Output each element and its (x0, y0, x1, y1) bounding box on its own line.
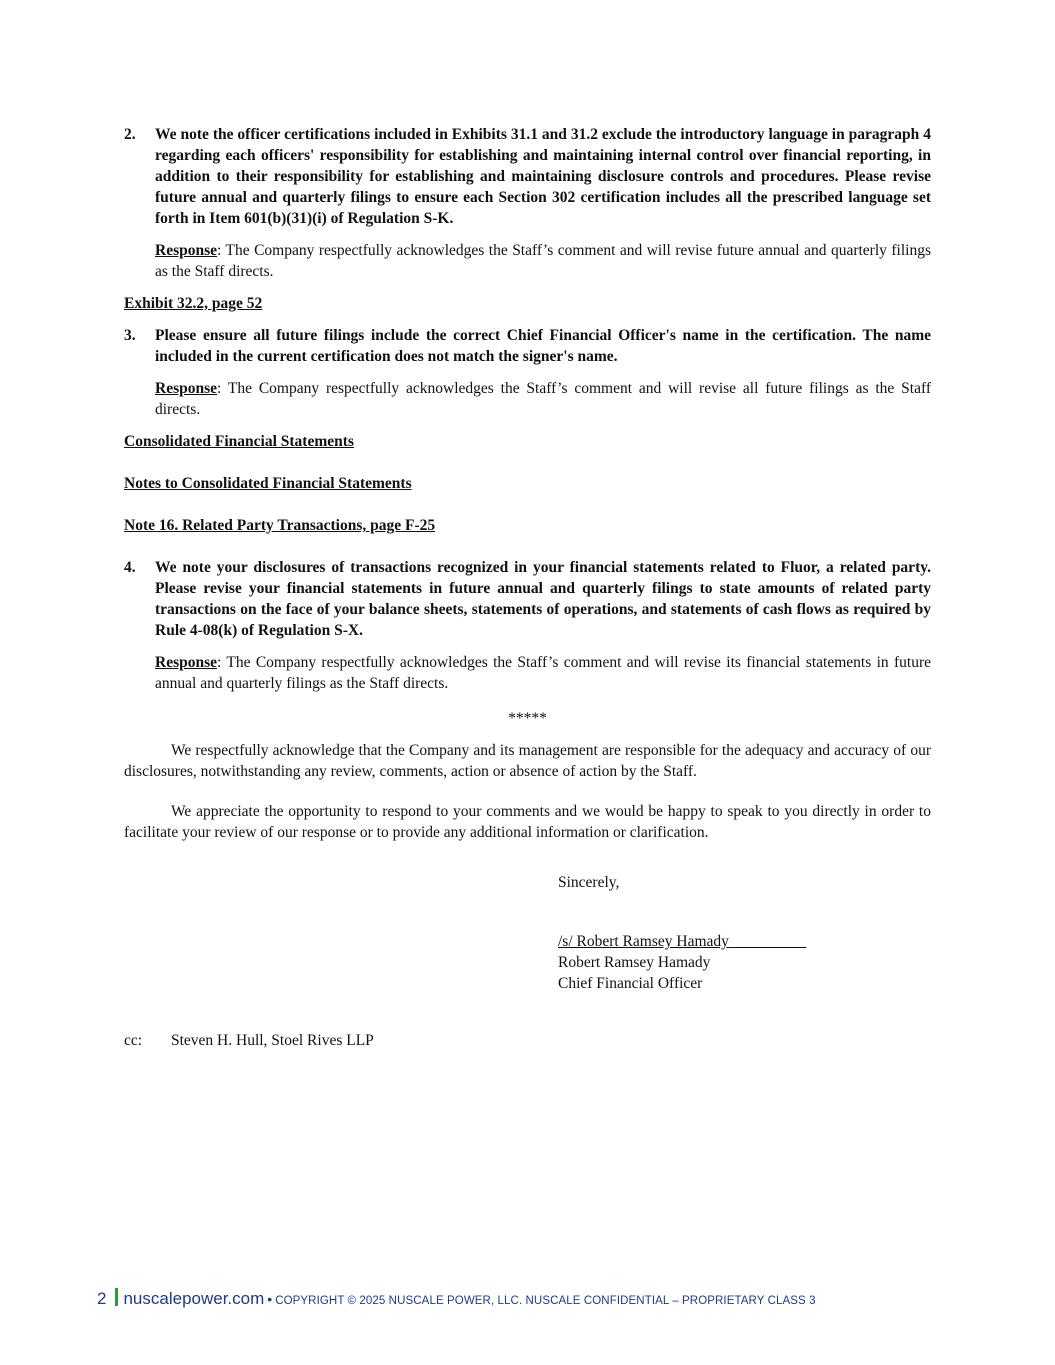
response-label: Response (155, 380, 218, 397)
comment-response (155, 240, 931, 282)
comment-response (155, 378, 931, 420)
closing-paragraph: We respectfully acknowledge that the Company and its management are responsible for the adequacy and accuracy of our disclosures, notwithstanding any review, comments, action or absence of action by the Staff. (124, 742, 931, 780)
comment-item-4 (124, 557, 931, 694)
section-heading: Note 16. Related Party Transactions, page F-25 (124, 517, 436, 534)
website-link[interactable]: nuscalepower.com (123, 1289, 265, 1308)
page-number: 2 (97, 1289, 107, 1308)
comment-number: 2. (124, 126, 136, 143)
comment-question: We note the officer certifications included in Exhibits 31.1 and 31.2 exclude the introductory language in paragraph 4 regarding each officers' responsibility for establishing and maintaining internal control over financial reporting, in addition to their responsibility for establishing and maintaining disclosure controls and procedures. Please revise future annual and quarterly filings to ensure each Section 302 certification includes all the prescribed language set forth in Item 601(b)(31)(i) of Regulation S-K. (155, 126, 931, 227)
cc-line (124, 1030, 374, 1051)
response-label: Response (155, 654, 218, 671)
page-footer (97, 1288, 816, 1310)
signer-name: Robert Ramsey Hamady (558, 954, 711, 971)
section-heading: Exhibit 32.2, page 52 (124, 295, 263, 312)
response-text: : The Company respectfully acknowledges the Staff’s comment and will revise all future filings as the Staff directs. (155, 380, 931, 418)
section-heading: Consolidated Financial Statements (124, 433, 354, 450)
copyright-notice: COPYRIGHT © 2025 NUSCALE POWER, LLC. NUSCALE CONFIDENTIAL – PROPRIETARY CLASS 3 (275, 1295, 816, 1307)
cc-value: Steven H. Hull, Stoel Rives LLP (171, 1032, 374, 1049)
cc-label: cc: (124, 1032, 143, 1049)
response-text: : The Company respectfully acknowledges the Staff’s comment and will revise its financial statements in future annual and quarterly filings as the Staff directs. (155, 654, 931, 692)
section-heading: Notes to Consolidated Financial Statements (124, 475, 412, 492)
closing-paragraph: We appreciate the opportunity to respond to your comments and we would be happy to speak to you directly in order to facilitate your review of our response or to provide any additional information or clarification. (124, 803, 931, 841)
separator: ***** (508, 710, 547, 727)
salutation: Sincerely, (558, 874, 620, 891)
signature-block (558, 931, 806, 994)
signature-line (558, 931, 806, 952)
response-text: : The Company respectfully acknowledges the Staff’s comment and will revise future annual and quarterly filings as the Staff directs. (155, 242, 931, 280)
comment-number: 4. (124, 559, 136, 576)
comment-question: Please ensure all future filings include the correct Chief Financial Officer's name in the certification. The name included in the current certification does not match the signer's name. (155, 327, 931, 365)
comment-response (155, 652, 931, 694)
letter-body (124, 124, 931, 843)
comment-item-2 (124, 124, 931, 282)
comment-number: 3. (124, 327, 136, 344)
comment-question: We note your disclosures of transactions recognized in your financial statements related to Fluor, a related party. Please revise your financial statements in future annual and quarterly filings to state amounts of related party transactions on the face of your balance sheets, statements of operations, and statements of cash flows as required by Rule 4-08(k) of Regulation S-X. (155, 559, 931, 639)
footer-divider-bar (115, 1288, 118, 1306)
footer-bullet: • (267, 1291, 273, 1307)
signer-title: Chief Financial Officer (558, 975, 703, 992)
response-label: Response (155, 242, 218, 259)
comment-item-3 (124, 325, 931, 420)
signed-name: /s/ Robert Ramsey Hamady (558, 933, 729, 950)
